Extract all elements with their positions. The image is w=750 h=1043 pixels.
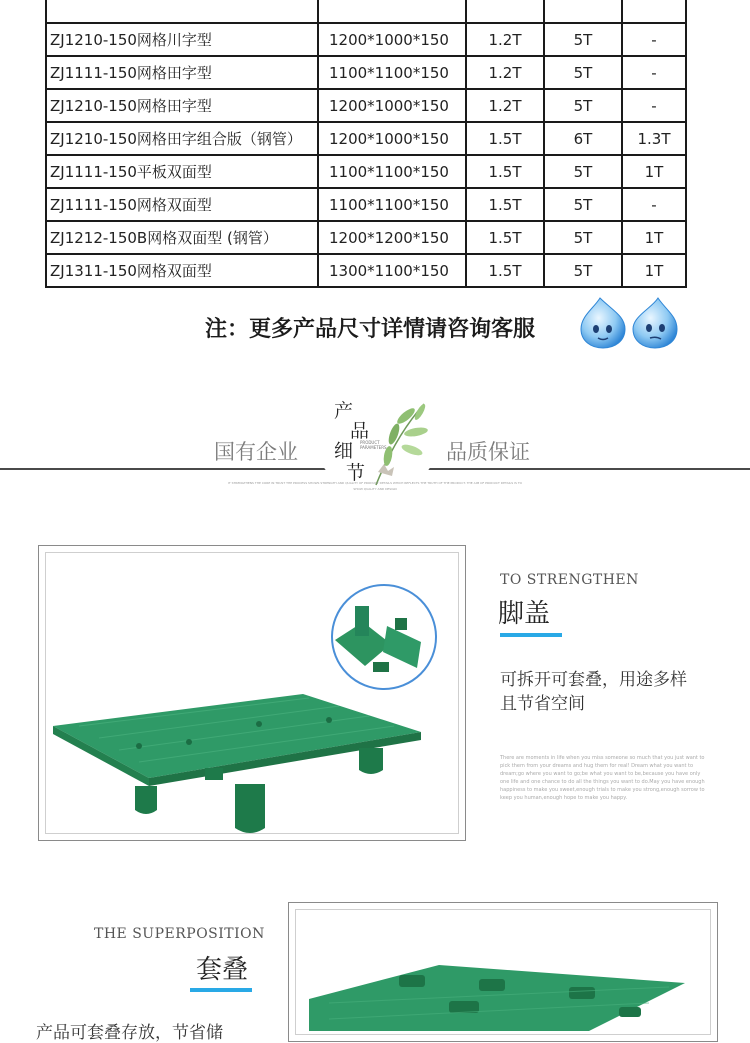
cell-size: 1100*1100*150 <box>318 155 466 188</box>
cell-dynamic-load: 1.2T <box>466 89 544 122</box>
cell-model: ZJ1210-150网格田字组合版（钢管） <box>46 122 318 155</box>
cell-dynamic-load: 1.5T <box>466 254 544 287</box>
cell-static-load: 5T <box>544 254 622 287</box>
cell-model: ZJ1111-150网格双面型 <box>46 188 318 221</box>
table-row <box>46 254 686 287</box>
cell-dynamic-load: 1.5T <box>466 155 544 188</box>
water-drop-mascot-icon <box>630 296 680 350</box>
cell-rack-load: 1T <box>622 221 686 254</box>
cell-size: 1200*1000*150 <box>318 122 466 155</box>
cell-rack-load: 1T <box>622 254 686 287</box>
more-sizes-note: 注：更多产品尺寸详情请咨询客服 <box>205 317 536 342</box>
accent-underline <box>190 988 252 992</box>
feature-en-title: TO STRENGTHEN <box>500 572 639 588</box>
cell-rack-load <box>622 0 686 23</box>
cell-rack-load: - <box>622 188 686 221</box>
cell-size: 1300*1100*150 <box>318 254 466 287</box>
divider-right-text: 品质保证 <box>446 440 530 464</box>
feature-desc-line2: 且节省空间 <box>500 694 585 714</box>
spec-table <box>45 0 687 288</box>
table-row <box>46 0 686 23</box>
feature-desc: 产品可套叠存放，节省储 <box>36 1023 223 1043</box>
feature-cn-title: 脚盖 <box>498 599 551 629</box>
cell-model: ZJ1212-150B网格双面型 (钢管） <box>46 221 318 254</box>
cell-static-load: 5T <box>544 188 622 221</box>
cell-static-load: 6T <box>544 122 622 155</box>
accent-underline <box>500 633 562 637</box>
decorative-english-text: There are moments in life when you miss someone so much that you just want to pick them from your dreams and hug them for real! Dream what you want to dream;go where you want to go;be what you want to be,because you have only one life and one chance to do all the things you want to do.May you have enough happiness to make you sweet,enough trials to make you strong,enough sorrow to keep you human,enough hope to make you happy. <box>500 755 705 801</box>
pallet-photo-frame <box>38 545 466 841</box>
cell-size: 1200*1000*150 <box>318 89 466 122</box>
divider-left-text: 国有企业 <box>214 440 298 464</box>
product-details-emblem <box>316 390 438 494</box>
cell-static-load: 5T <box>544 221 622 254</box>
cell-static-load: 5T <box>544 56 622 89</box>
cell-size: 1100*1100*150 <box>318 56 466 89</box>
cell-dynamic-load: 1.5T <box>466 188 544 221</box>
feature-en-title: THE SUPERPOSITION <box>94 926 265 942</box>
cell-static-load <box>544 0 622 23</box>
cell-size <box>318 0 466 23</box>
table-row <box>46 23 686 56</box>
emblem-char: 品 <box>350 420 370 442</box>
cell-model: ZJ1111-150网格田字型 <box>46 56 318 89</box>
cell-rack-load: 1T <box>622 155 686 188</box>
cell-model: ZJ1111-150平板双面型 <box>46 155 318 188</box>
feature-desc-line1: 可拆开可套叠，用途多样 <box>500 670 687 690</box>
cell-rack-load: - <box>622 23 686 56</box>
emblem-char: 节 <box>346 462 366 484</box>
cell-dynamic-load: 1.2T <box>466 56 544 89</box>
table-row <box>46 122 686 155</box>
table-row <box>46 56 686 89</box>
cell-rack-load: 1.3T <box>622 122 686 155</box>
green-pallet-image <box>289 903 719 1043</box>
cell-rack-load: - <box>622 56 686 89</box>
cell-size: 1100*1100*150 <box>318 188 466 221</box>
cell-dynamic-load: 1.5T <box>466 122 544 155</box>
cell-size: 1200*1000*150 <box>318 23 466 56</box>
feature-cn-title: 套叠 <box>196 955 249 985</box>
emblem-char: 细 <box>334 440 354 462</box>
cell-model: ZJ1311-150网格双面型 <box>46 254 318 287</box>
table-row <box>46 155 686 188</box>
emblem-subtitle: PRODUCT PARAMETERS <box>360 440 387 450</box>
cell-dynamic-load: 1.2T <box>466 23 544 56</box>
cell-model: ZJ1210-150网格田字型 <box>46 89 318 122</box>
cell-size: 1200*1200*150 <box>318 221 466 254</box>
fine-print: IT STRENGTHENS THE CORE IN TRUST THE PROCESS SHOWS STRENGTH AND QUALITY OF PRODUCT DETAILS WHICH REFLECTS THE TRUTH OF THE PRODUCT. THE AIM OF PRODUCT DETAILS IS TO SHOW QUALITY AND DESIGN <box>227 481 523 491</box>
table-row <box>46 89 686 122</box>
emblem-char: 产 <box>334 400 354 422</box>
cell-static-load: 5T <box>544 23 622 56</box>
cell-dynamic-load <box>466 0 544 23</box>
cell-static-load: 5T <box>544 155 622 188</box>
cell-dynamic-load: 1.5T <box>466 221 544 254</box>
cell-rack-load: - <box>622 89 686 122</box>
cell-model <box>46 0 318 23</box>
foot-cap-detail-image <box>325 582 443 692</box>
cell-static-load: 5T <box>544 89 622 122</box>
table-row <box>46 188 686 221</box>
table-row <box>46 221 686 254</box>
water-drop-mascot-icon <box>578 296 628 350</box>
pallet-photo-frame <box>288 902 718 1042</box>
cell-model: ZJ1210-150网格川字型 <box>46 23 318 56</box>
